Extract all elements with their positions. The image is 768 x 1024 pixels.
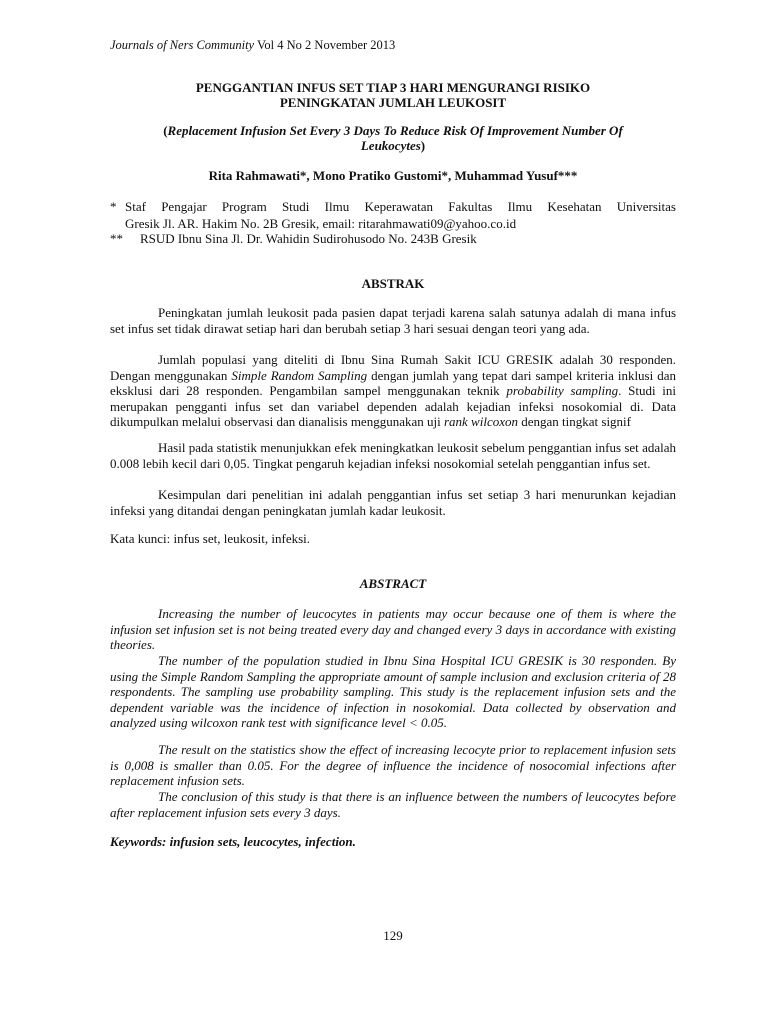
paper-title-line1: PENGGANTIAN INFUS SET TIAP 3 HARI MENGURANGI RISIKO bbox=[195, 80, 591, 95]
subtitle-text-2: Leukocytes bbox=[360, 138, 421, 153]
abstrak-p2-italic-1: Simple Random Sampling bbox=[231, 367, 368, 383]
subtitle-open-paren: ( bbox=[163, 123, 168, 138]
abstrak-p4-text: Kesimpulan dari penelitian ini adalah penggantian infus set setiap 3 hari menurunkan kejadian infeksi yang ditandai dengan peningkatan jumlah kadar leukosit. bbox=[110, 487, 676, 518]
page-number: 129 bbox=[383, 928, 403, 943]
abstrak-p2-text-a: Jumlah populasi yang diteliti di Ibnu Sina Rumah Sakit ICU GRESIK adalah 30 responden. Dengan menggunakan bbox=[110, 352, 676, 383]
abstrak-p3-text: Hasil pada statistik menunjukkan efek meningkatkan leukosit sebelum penggantian infus set adalah 0.008 lebih kecil dari 0,05. Tingkat pengaruh kejadian infeksi nosokomial setelah penggantian infus set. bbox=[110, 440, 676, 471]
abstrak-paragraph-2 bbox=[110, 352, 676, 430]
abstrak-p2-text-d: dengan tingkat signif bbox=[517, 414, 631, 429]
paper-subtitle-en bbox=[110, 123, 676, 153]
abstract-heading: ABSTRACT bbox=[359, 576, 427, 591]
abstract-p2-text: The number of the population studied in Ibnu Sina Hospital ICU GRESIK is 30 responden. By using the Simple Random Sampling the appropriate amount of sample inclusion and exclusion criteria of 28 respondents. The sampling use probability sampling. This study is the replacement infusion sets and the dependent variable was the incidence of infection in nosokomial. Data collected by observation and analyzed using wilcoxon rank test with significance level < 0.05. bbox=[110, 653, 676, 730]
abstrak-paragraph-1 bbox=[110, 305, 676, 336]
journal-header bbox=[110, 38, 395, 53]
affiliation-1-line1: Staf Pengajar Program Studi Ilmu Keperawatan Fakultas Ilmu Kesehatan Universitas bbox=[125, 199, 676, 214]
journal-issue: Vol 4 No 2 November 2013 bbox=[254, 38, 396, 52]
kata-kunci: Kata kunci: infus set, leukosit, infeksi. bbox=[110, 531, 311, 546]
affiliation-1-line2: Gresik Jl. AR. Hakim No. 2B Gresik, email: ritarahmawati09@yahoo.co.id bbox=[125, 216, 517, 231]
journal-name: Journals of Ners Community bbox=[110, 38, 255, 52]
abstract-p1-text: Increasing the number of leucocytes in patients may occur because one of them is where the infusion set infusion set is not being treated every day and changed every 3 days in accordance with existing theories. bbox=[110, 606, 676, 652]
paper-title-line2: PENINGKATAN JUMLAH LEUKOSIT bbox=[279, 95, 507, 110]
affiliation-1-mark: * bbox=[110, 199, 117, 214]
subtitle-line1 bbox=[110, 123, 676, 138]
author-list: Rita Rahmawati*, Mono Pratiko Gustomi*, Muhammad Yusuf*** bbox=[208, 168, 578, 183]
affiliation-2-mark: ** bbox=[110, 231, 123, 246]
abstrak-p1-text: Peningkatan jumlah leukosit pada pasien dapat terjadi karena salah satunya adalah di mana infus set infus set tidak dirawat setiap hari dan berubah setiap 3 hari sesuai dengan teori yang ada. bbox=[110, 305, 676, 336]
abstract-paragraph-3 bbox=[110, 742, 676, 789]
affiliation-1 bbox=[110, 198, 676, 232]
abstrak-p2-italic-3: rank wilcoxon bbox=[443, 414, 518, 429]
subtitle-text-1: Replacement Infusion Set Every 3 Days To Reduce Risk Of Improvement Number Of bbox=[167, 123, 623, 138]
subtitle-close-paren: ) bbox=[420, 138, 426, 153]
paper-title bbox=[110, 80, 676, 110]
keywords-en: Keywords: infusion sets, leucocytes, infection. bbox=[110, 834, 356, 849]
abstract-p3-text: The result on the statistics show the effect of increasing lecocyte prior to replacement infusion sets is 0,008 is smaller than 0.05. For the degree of influence the incidence of nosocomial infections after replacement infusion sets. bbox=[110, 742, 676, 788]
abstrak-paragraph-3 bbox=[110, 440, 676, 471]
affiliation-2-line1: RSUD Ibnu Sina Jl. Dr. Wahidin Sudirohusodo No. 243B Gresik bbox=[140, 231, 477, 246]
abstrak-heading: ABSTRAK bbox=[361, 276, 425, 291]
abstrak-p2-text-c: . Studi ini merupakan pengganti infus set dan variabel dependen adalah kejadian infeksi nosokomial di. Data dikumpulkan melalui observasi dan dianalisis menggunakan uji bbox=[110, 383, 677, 429]
abstract-p4-text: The conclusion of this study is that there is an influence between the numbers of leucocytes before after replacement infusion sets every 3 days. bbox=[110, 789, 676, 820]
abstract-paragraph-1 bbox=[110, 606, 676, 653]
abstrak-p2-italic-2: probability sampling bbox=[506, 383, 619, 398]
abstrak-p2-text-b: dengan jumlah yang tepat dari sampel kriteria inklusi dan eksklusi dari 28 responden. Pengambilan sampel menggunakan teknik bbox=[110, 367, 676, 398]
abstract-paragraph-2 bbox=[110, 653, 676, 731]
affiliation-2 bbox=[110, 230, 676, 247]
subtitle-line2 bbox=[110, 138, 676, 153]
abstrak-paragraph-4 bbox=[110, 487, 676, 518]
abstract-paragraph-4 bbox=[110, 789, 676, 820]
